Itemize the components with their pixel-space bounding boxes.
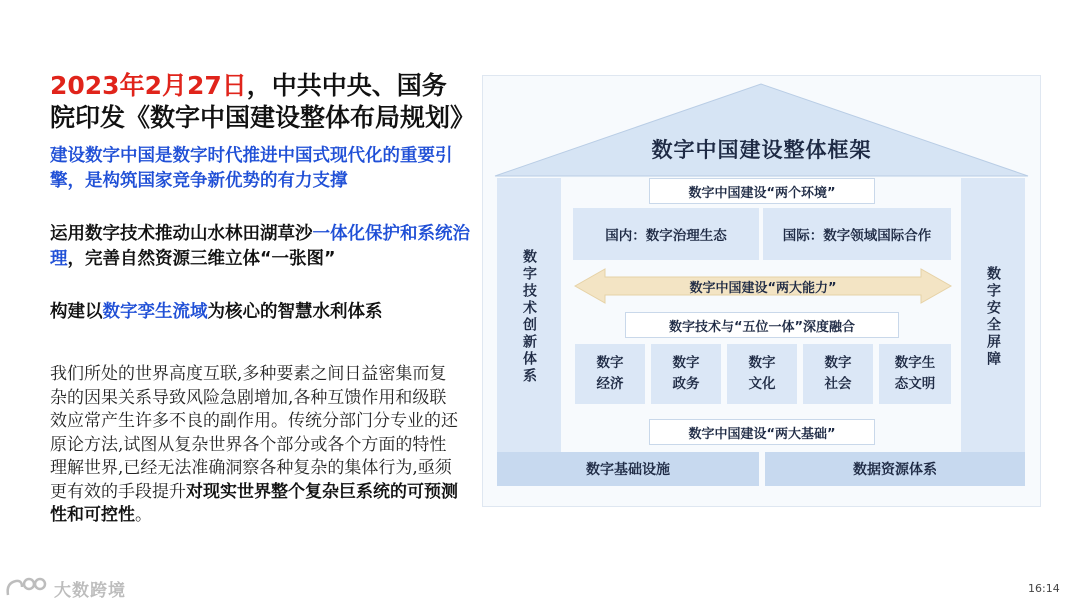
body-paragraph (50, 363, 460, 528)
body-paragraph-end: 。 (135, 505, 152, 525)
pillar-digital-ecology (879, 344, 951, 404)
right-pillar-security: 数字安全屏障 (961, 178, 1025, 456)
point-2-a: 运用数字技术推动山水林田湖草沙 (50, 224, 313, 244)
body-paragraph-bold: 对现实世界整个复杂巨系统的可预测性和可控性 (50, 481, 458, 525)
left-pillar-tech-innovation: 数字技术创新体系 (497, 178, 561, 456)
two-capabilities-label: 数字中国建设“两大能力” (689, 280, 837, 296)
pillar-digital-economy-l1: 数字 (596, 355, 624, 371)
pillar-digital-economy-l2: 经济 (596, 376, 624, 392)
point-3 (50, 300, 470, 325)
pillar-digital-government-l2: 政务 (672, 376, 700, 392)
framework-title: 数字中国建设整体框架 (651, 138, 872, 162)
pillar-digital-society-l1: 数字 (824, 355, 852, 371)
body-paragraph-text: 我们所处的世界高度互联,多种要素之间日益密集而复杂的因果关系导致风险急剧增加,各种互馈作用和级联效应常产生许多不良的副作用。传统分部门分专业的还原论方法,试图从复杂世界各个部分或各个方面的特性理解世界,已经无法准确洞察各种复杂的集体行为,亟须更有效的手段提升 (50, 364, 458, 502)
pillar-digital-government (651, 344, 721, 404)
time-label: 16:14 (1028, 582, 1060, 595)
international-box: 国际：数字领域国际合作 (763, 208, 951, 260)
digital-infrastructure-box: 数字基础设施 (497, 452, 759, 486)
point-1: 建设数字中国是数字时代推进中国式现代化的重要引擎，是构筑国家竞争新优势的有力支撑 (50, 146, 453, 191)
point-3-highlight: 数字孪生流域 (102, 302, 208, 322)
two-environments-label: 数字中国建设“两个环境” (649, 178, 875, 204)
brand-logo (4, 572, 144, 604)
pillar-digital-society-l2: 社会 (824, 376, 852, 392)
point-2-highlight: 一体化保护和系统治理 (50, 224, 470, 269)
pillar-digital-society (803, 344, 873, 404)
data-resource-system-box: 数据资源体系 (765, 452, 1025, 486)
pillar-digital-ecology-l1: 数字生 (894, 355, 936, 371)
five-in-one-label: 数字技术与“五位一体”深度融合 (625, 312, 899, 338)
pillar-digital-culture-l1: 数字 (748, 355, 776, 371)
brand-logo-icon (4, 575, 48, 601)
framework-diagram (482, 75, 1041, 507)
two-foundations-label: 数字中国建设“两大基础” (649, 419, 875, 445)
pillar-digital-culture (727, 344, 797, 404)
headline-rest: ，中共中央、国务院印发《数字中国建设整体布局规划》 (50, 71, 476, 132)
domestic-box: 国内：数字治理生态 (573, 208, 759, 260)
headline (50, 70, 476, 134)
point-2-c: ，完善自然资源三维立体“一张图” (67, 249, 336, 269)
pillar-digital-government-l1: 数字 (672, 355, 700, 371)
point-3-a: 构建以 (50, 302, 103, 322)
pillar-digital-culture-l2: 文化 (748, 376, 776, 392)
point-3-c: 为核心的智慧水利体系 (207, 302, 383, 322)
pillar-digital-ecology-l2: 态文明 (894, 376, 936, 392)
headline-date: 2023年2月27日 (50, 71, 247, 100)
brand-logo-text: 大数跨境 (54, 580, 126, 601)
point-2 (50, 222, 470, 272)
pillar-digital-economy (575, 344, 645, 404)
